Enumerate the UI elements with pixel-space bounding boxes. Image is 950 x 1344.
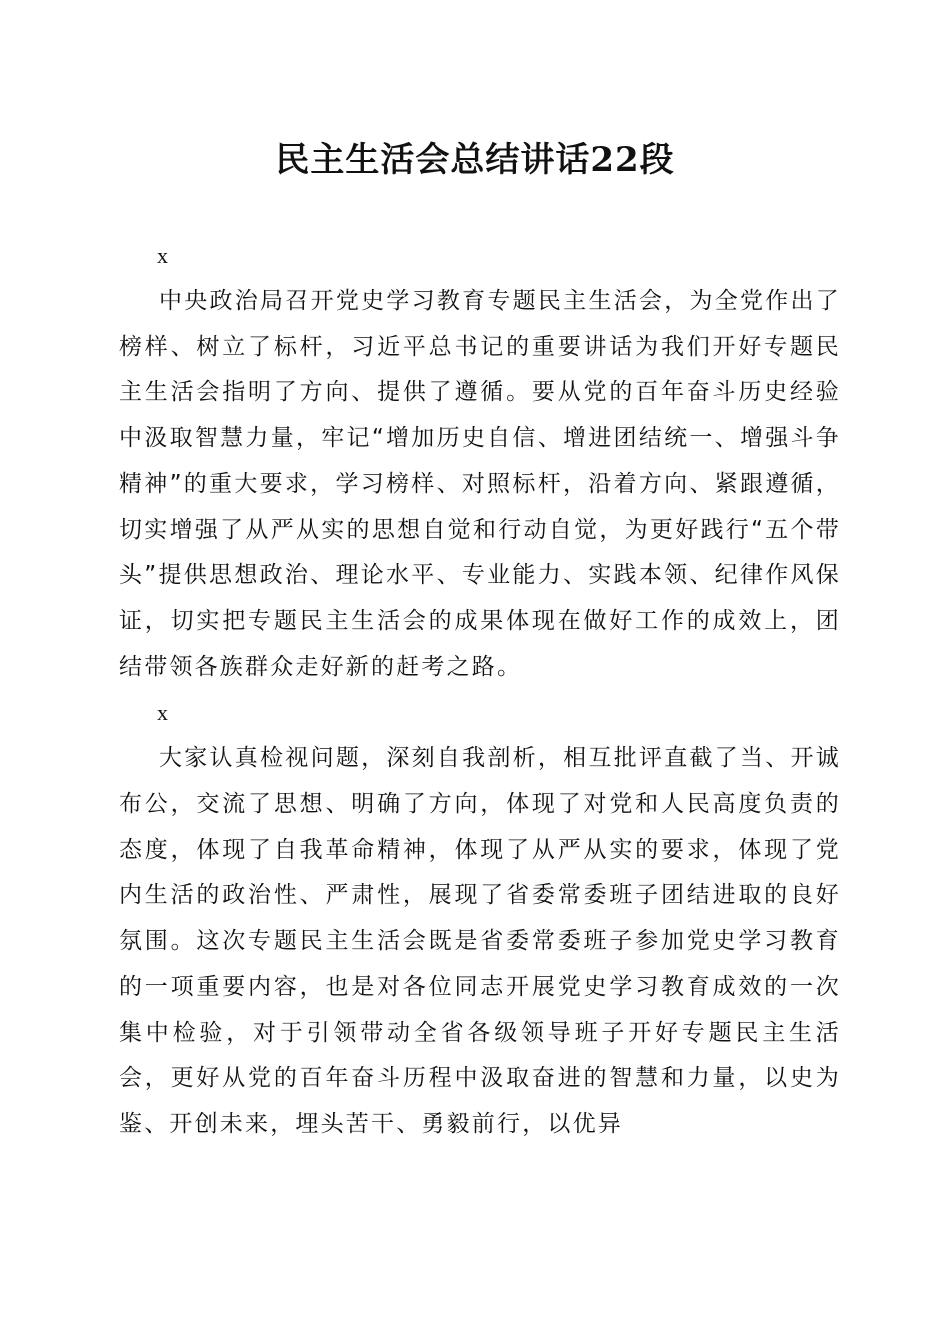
document-title: 民主生活会总结讲话22段 <box>275 140 675 180</box>
section-marker: x <box>157 700 168 726</box>
paragraph: 大家认真检视问题，深刻自我剖析，相互批评直截了当、开诚布公，交流了思想、明确了方向，体现了对党和人民高度负责的态度，体现了自我革命精神，体现了从严从实的要求，体现了党内生活的政治性、严肃性，展现了省委常委班子团结进取的良好氛围。这次专题民主生活会既是省委常委班子参加党史学习教育的一项重要内容，也是对各位同志开展党史学习教育成效的一次集中检验，对于引领带动全省各级领导班子开好专题民主生活会，更好从党的百年奋斗历程中汲取奋进的智慧和力量，以史为鉴、开创未来，埋头苦干、勇毅前行，以优异 <box>119 745 841 1137</box>
paragraph: 中央政治局召开党史学习教育专题民主生活会，为全党作出了榜样、树立了标杆，习近平总书记的重要讲话为我们开好专题民主生活会指明了方向、提供了遵循。要从党的百年奋斗历史经验中汲取智慧力量，牢记“增加历史自信、增进团结统一、增强斗争精神”的重大要求，学习榜样、对照标杆，沿着方向、紧跟遵循，切实增强了从严从实的思想自觉和行动自觉，为更好践行“五个带头”提供思想政治、理论水平、专业能力、实践本领、纪律作风保证，切实把专题民主生活会的成果体现在做好工作的成效上，团结带领各族群众走好新的赶考之路。 <box>119 288 841 680</box>
section-marker: x <box>157 243 168 268</box>
document-body <box>119 233 841 1148</box>
